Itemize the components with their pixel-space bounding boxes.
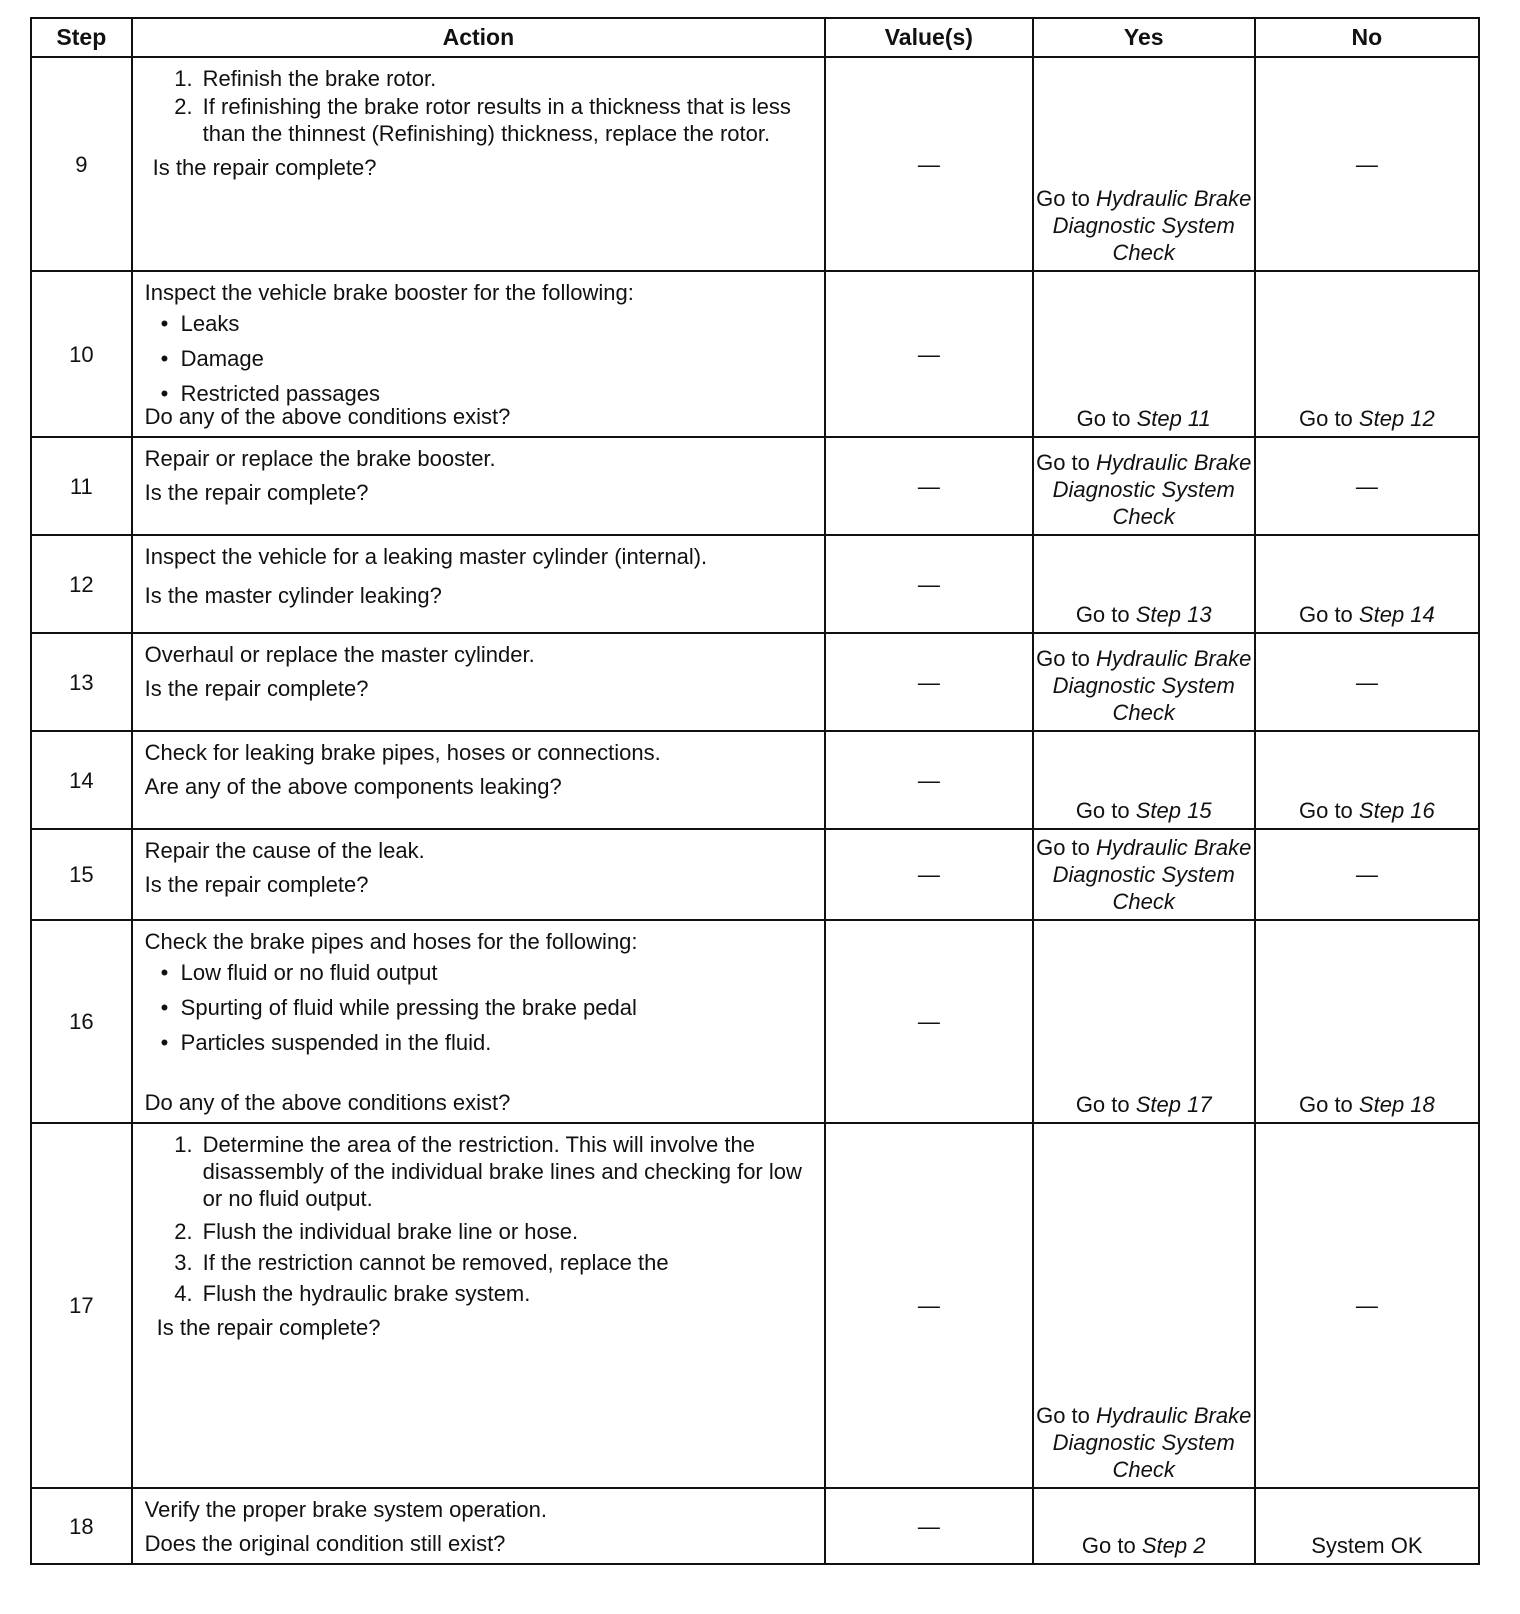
yes-text: Go to: [1036, 835, 1090, 860]
diagnostic-table: [30, 17, 1480, 1565]
action-cell: [132, 535, 825, 633]
yes-link-hydraulic: Hydraulic Brake Diagnostic System Check: [1052, 835, 1252, 914]
list-item: • Restricted passages: [181, 380, 814, 407]
header-no: No: [1255, 18, 1479, 57]
action-cell: [132, 829, 825, 920]
question: Are any of the above components leaking?: [144, 774, 562, 799]
value-cell: —: [825, 535, 1033, 633]
action-list: [145, 65, 814, 147]
table-row: [31, 920, 1479, 1123]
yes-text: Go to: [1036, 1403, 1090, 1428]
table-row: [31, 57, 1479, 271]
question: Is the repair complete?: [144, 676, 369, 701]
header-values: Value(s): [825, 18, 1033, 57]
header-step: Step: [31, 18, 132, 57]
no-cell: System OK: [1255, 1488, 1479, 1564]
header-row: [31, 18, 1479, 57]
yes-cell: [1033, 437, 1255, 535]
list-item: 2. Flush the individual brake line or hose.: [199, 1218, 814, 1245]
action-intro: Overhaul or replace the master cylinder.: [144, 642, 535, 667]
table-row: [31, 731, 1479, 829]
action-cell: [132, 57, 825, 271]
step-number: 9: [31, 57, 132, 271]
no-link-step: Step 18: [1358, 1092, 1435, 1117]
yes-text: Go to: [1036, 450, 1090, 475]
header-action: Action: [132, 18, 825, 57]
no-cell: —: [1255, 437, 1479, 535]
list-item: • Low fluid or no fluid output: [181, 959, 814, 986]
header-yes: Yes: [1033, 18, 1255, 57]
yes-link-step: Step 2: [1141, 1533, 1206, 1558]
yes-link-hydraulic: Hydraulic Brake Diagnostic System Check: [1052, 646, 1252, 725]
no-link-step: Step 16: [1358, 798, 1435, 823]
yes-text: Go to: [1075, 602, 1130, 627]
no-cell: [1255, 731, 1479, 829]
yes-text: Go to: [1036, 646, 1090, 671]
action-list: [145, 1131, 814, 1307]
yes-cell: [1033, 633, 1255, 731]
table-row: [31, 271, 1479, 437]
no-cell: [1255, 535, 1479, 633]
bullet-list: [145, 959, 814, 1056]
table-row: [31, 633, 1479, 731]
yes-cell: [1033, 920, 1255, 1123]
question: Do any of the above conditions exist?: [144, 1090, 511, 1115]
no-text: Go to: [1298, 602, 1353, 627]
step-number: 18: [31, 1488, 132, 1564]
no-link-step: Step 14: [1358, 602, 1435, 627]
table-row: [31, 1488, 1479, 1564]
yes-link-step: Step 15: [1135, 798, 1212, 823]
yes-cell: [1033, 731, 1255, 829]
step-number: 17: [31, 1123, 132, 1488]
action-intro: Repair or replace the brake booster.: [144, 446, 496, 471]
yes-link-hydraulic: Hydraulic Brake Diagnostic System Check: [1052, 1403, 1252, 1482]
yes-cell: [1033, 535, 1255, 633]
yes-text: Go to: [1075, 798, 1130, 823]
action-cell: [132, 920, 825, 1123]
no-cell: [1255, 271, 1479, 437]
value-cell: —: [825, 920, 1033, 1123]
no-cell: —: [1255, 829, 1479, 920]
list-item: • Damage: [181, 345, 814, 372]
list-item: • Spurting of fluid while pressing the brake pedal: [181, 994, 814, 1021]
list-item: 1. Refinish the brake rotor.: [199, 65, 814, 92]
yes-link-step: Step 17: [1135, 1092, 1212, 1117]
table-row: [31, 535, 1479, 633]
table-row: [31, 829, 1479, 920]
question: Do any of the above conditions exist?: [144, 404, 511, 429]
yes-text: Go to: [1076, 406, 1131, 431]
no-link-step: Step 12: [1358, 406, 1435, 431]
action-cell: [132, 731, 825, 829]
no-cell: —: [1255, 57, 1479, 271]
action-intro: Repair the cause of the leak.: [144, 838, 425, 863]
action-intro: Check the brake pipes and hoses for the following:: [144, 929, 638, 954]
no-cell: —: [1255, 1123, 1479, 1488]
step-number: 11: [31, 437, 132, 535]
action-intro: Inspect the vehicle for a leaking master cylinder (internal).: [144, 544, 708, 569]
list-item: 2. If refinishing the brake rotor results in a thickness that is less than the thinnest (Refinishing) thickness, replace the rotor.: [199, 93, 814, 147]
question: Is the master cylinder leaking?: [144, 583, 442, 608]
yes-text: Go to: [1036, 186, 1090, 211]
step-number: 16: [31, 920, 132, 1123]
value-cell: —: [825, 731, 1033, 829]
no-text: Go to: [1298, 1092, 1353, 1117]
action-cell: [132, 1123, 825, 1488]
step-number: 10: [31, 271, 132, 437]
list-item: 1. Determine the area of the restriction. This will involve the disassembly of the individual brake lines and checking for low or no fluid output.: [199, 1131, 814, 1212]
value-cell: —: [825, 633, 1033, 731]
list-item: • Particles suspended in the fluid.: [181, 1029, 814, 1056]
question: Does the original condition still exist?: [144, 1531, 506, 1556]
yes-cell: [1033, 829, 1255, 920]
action-intro: Inspect the vehicle brake booster for the following:: [144, 280, 634, 305]
table-row: [31, 1123, 1479, 1488]
yes-text: Go to: [1075, 1092, 1130, 1117]
yes-cell: [1033, 1123, 1255, 1488]
no-cell: [1255, 920, 1479, 1123]
question: Is the repair complete?: [144, 480, 369, 505]
bullet-list: [145, 310, 814, 407]
yes-cell: [1033, 57, 1255, 271]
step-number: 12: [31, 535, 132, 633]
question: Is the repair complete?: [152, 155, 377, 180]
value-cell: —: [825, 271, 1033, 437]
step-number: 15: [31, 829, 132, 920]
yes-text: Go to: [1081, 1533, 1136, 1558]
yes-link-step: Step 11: [1136, 406, 1211, 431]
question: Is the repair complete?: [144, 872, 369, 897]
no-cell: —: [1255, 633, 1479, 731]
no-text: Go to: [1298, 406, 1353, 431]
value-cell: —: [825, 1488, 1033, 1564]
list-item: 4. Flush the hydraulic brake system.: [199, 1280, 814, 1307]
action-intro: Verify the proper brake system operation.: [144, 1497, 547, 1522]
table-row: [31, 437, 1479, 535]
action-cell: [132, 1488, 825, 1564]
list-item: 3. If the restriction cannot be removed, replace the: [199, 1249, 814, 1276]
action-cell: [132, 437, 825, 535]
action-intro: Check for leaking brake pipes, hoses or connections.: [144, 740, 661, 765]
yes-cell: [1033, 1488, 1255, 1564]
value-cell: —: [825, 437, 1033, 535]
list-item: • Leaks: [181, 310, 814, 337]
question: Is the repair complete?: [156, 1315, 381, 1340]
action-cell: [132, 633, 825, 731]
value-cell: —: [825, 829, 1033, 920]
step-number: 14: [31, 731, 132, 829]
action-cell: [132, 271, 825, 437]
value-cell: —: [825, 1123, 1033, 1488]
step-number: 13: [31, 633, 132, 731]
no-text: Go to: [1298, 798, 1353, 823]
yes-link-hydraulic: Hydraulic Brake Diagnostic System Check: [1052, 186, 1252, 265]
value-cell: —: [825, 57, 1033, 271]
yes-link-step: Step 13: [1135, 602, 1212, 627]
yes-cell: [1033, 271, 1255, 437]
yes-link-hydraulic: Hydraulic Brake Diagnostic System Check: [1052, 450, 1252, 529]
